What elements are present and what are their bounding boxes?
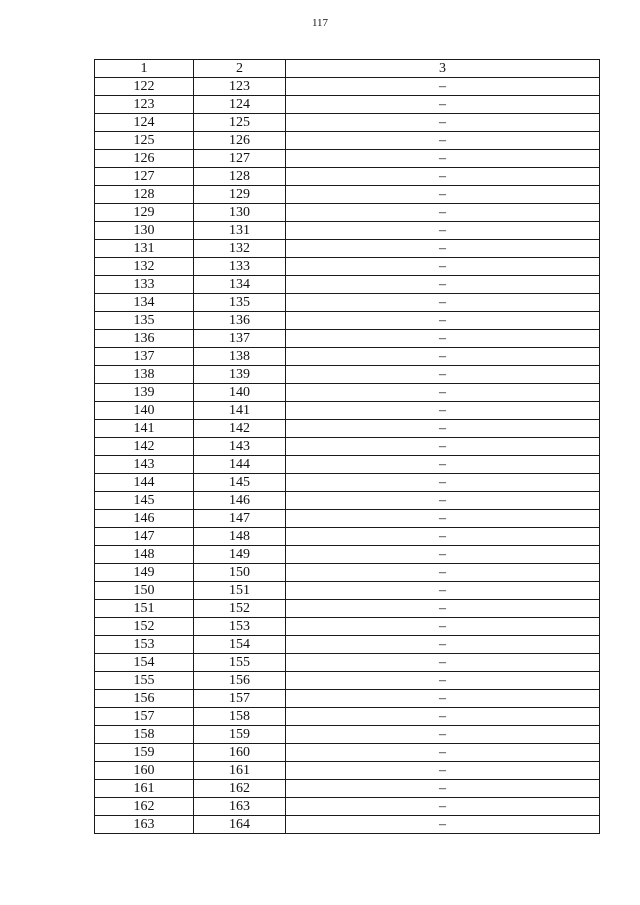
cell-col-2: 141 (194, 402, 286, 420)
cell-col-2: 149 (194, 546, 286, 564)
cell-col-1: 160 (95, 762, 194, 780)
cell-col-2: 134 (194, 276, 286, 294)
cell-col-1: 140 (95, 402, 194, 420)
cell-col-3: – (286, 708, 600, 726)
cell-col-2: 143 (194, 438, 286, 456)
cell-col-3: – (286, 654, 600, 672)
cell-col-3: – (286, 258, 600, 276)
table-row (95, 672, 600, 690)
table-row (95, 204, 600, 222)
cell-col-1: 163 (95, 816, 194, 834)
table-row (95, 582, 600, 600)
cell-col-1: 124 (95, 114, 194, 132)
table-row (95, 546, 600, 564)
table-row (95, 600, 600, 618)
cell-col-1: 155 (95, 672, 194, 690)
cell-col-1: 146 (95, 510, 194, 528)
cell-col-2: 151 (194, 582, 286, 600)
table-row (95, 780, 600, 798)
table-row (95, 798, 600, 816)
table-row (95, 258, 600, 276)
cell-col-1: 129 (95, 204, 194, 222)
cell-col-2: 164 (194, 816, 286, 834)
cell-col-2: 133 (194, 258, 286, 276)
cell-col-2: 127 (194, 150, 286, 168)
cell-col-3: – (286, 294, 600, 312)
data-table (94, 59, 600, 834)
page-number: 117 (311, 17, 329, 29)
cell-col-3: – (286, 726, 600, 744)
cell-col-1: 138 (95, 366, 194, 384)
table-row (95, 96, 600, 114)
cell-col-1: 157 (95, 708, 194, 726)
table-row (95, 474, 600, 492)
cell-col-3: – (286, 492, 600, 510)
cell-col-2: 130 (194, 204, 286, 222)
cell-col-1: 123 (95, 96, 194, 114)
cell-col-1: 135 (95, 312, 194, 330)
table-row (95, 78, 600, 96)
cell-col-1: 147 (95, 528, 194, 546)
cell-col-2: 155 (194, 654, 286, 672)
cell-col-1: 143 (95, 456, 194, 474)
cell-col-2: 160 (194, 744, 286, 762)
cell-col-2: 152 (194, 600, 286, 618)
cell-col-3: – (286, 222, 600, 240)
cell-col-1: 149 (95, 564, 194, 582)
cell-col-3: – (286, 114, 600, 132)
cell-col-2: 142 (194, 420, 286, 438)
table-row (95, 528, 600, 546)
table-row (95, 816, 600, 834)
table-row (95, 456, 600, 474)
cell-col-2: 123 (194, 78, 286, 96)
column-header-1: 1 (95, 60, 194, 78)
cell-col-1: 159 (95, 744, 194, 762)
cell-col-2: 139 (194, 366, 286, 384)
cell-col-1: 136 (95, 330, 194, 348)
cell-col-1: 131 (95, 240, 194, 258)
cell-col-3: – (286, 510, 600, 528)
cell-col-3: – (286, 366, 600, 384)
cell-col-3: – (286, 186, 600, 204)
cell-col-2: 148 (194, 528, 286, 546)
cell-col-1: 141 (95, 420, 194, 438)
table-row (95, 348, 600, 366)
cell-col-2: 128 (194, 168, 286, 186)
cell-col-1: 158 (95, 726, 194, 744)
table-row (95, 150, 600, 168)
cell-col-1: 150 (95, 582, 194, 600)
cell-col-3: – (286, 330, 600, 348)
cell-col-3: – (286, 168, 600, 186)
cell-col-1: 144 (95, 474, 194, 492)
table-row (95, 726, 600, 744)
cell-col-2: 126 (194, 132, 286, 150)
table-row (95, 330, 600, 348)
cell-col-1: 152 (95, 618, 194, 636)
table-row (95, 384, 600, 402)
cell-col-2: 163 (194, 798, 286, 816)
cell-col-3: – (286, 618, 600, 636)
cell-col-2: 157 (194, 690, 286, 708)
column-header-3: 3 (286, 60, 600, 78)
table-row (95, 366, 600, 384)
table-row (95, 510, 600, 528)
cell-col-3: – (286, 600, 600, 618)
cell-col-1: 128 (95, 186, 194, 204)
cell-col-3: – (286, 312, 600, 330)
cell-col-2: 137 (194, 330, 286, 348)
cell-col-2: 124 (194, 96, 286, 114)
cell-col-3: – (286, 420, 600, 438)
cell-col-1: 161 (95, 780, 194, 798)
cell-col-1: 162 (95, 798, 194, 816)
table-row (95, 744, 600, 762)
cell-col-2: 154 (194, 636, 286, 654)
table-row (95, 420, 600, 438)
cell-col-2: 129 (194, 186, 286, 204)
table-row (95, 618, 600, 636)
cell-col-3: – (286, 546, 600, 564)
cell-col-1: 127 (95, 168, 194, 186)
cell-col-2: 159 (194, 726, 286, 744)
cell-col-3: – (286, 690, 600, 708)
cell-col-3: – (286, 762, 600, 780)
cell-col-3: – (286, 384, 600, 402)
cell-col-1: 148 (95, 546, 194, 564)
table-row (95, 654, 600, 672)
cell-col-2: 125 (194, 114, 286, 132)
table-row (95, 708, 600, 726)
cell-col-1: 137 (95, 348, 194, 366)
table-row (95, 762, 600, 780)
cell-col-3: – (286, 402, 600, 420)
cell-col-1: 130 (95, 222, 194, 240)
cell-col-3: – (286, 348, 600, 366)
cell-col-3: – (286, 96, 600, 114)
cell-col-2: 135 (194, 294, 286, 312)
cell-col-1: 134 (95, 294, 194, 312)
table-row (95, 636, 600, 654)
cell-col-1: 126 (95, 150, 194, 168)
table-row (95, 492, 600, 510)
cell-col-3: – (286, 132, 600, 150)
table-row (95, 690, 600, 708)
table-body (95, 78, 600, 834)
cell-col-1: 122 (95, 78, 194, 96)
column-header-2: 2 (194, 60, 286, 78)
cell-col-3: – (286, 150, 600, 168)
cell-col-3: – (286, 438, 600, 456)
cell-col-2: 140 (194, 384, 286, 402)
table-row (95, 564, 600, 582)
cell-col-3: – (286, 240, 600, 258)
cell-col-1: 125 (95, 132, 194, 150)
cell-col-2: 144 (194, 456, 286, 474)
cell-col-1: 133 (95, 276, 194, 294)
cell-col-3: – (286, 528, 600, 546)
cell-col-3: – (286, 672, 600, 690)
cell-col-2: 162 (194, 780, 286, 798)
cell-col-2: 158 (194, 708, 286, 726)
cell-col-2: 147 (194, 510, 286, 528)
cell-col-3: – (286, 564, 600, 582)
cell-col-3: – (286, 744, 600, 762)
cell-col-1: 153 (95, 636, 194, 654)
cell-col-3: – (286, 582, 600, 600)
table-row (95, 114, 600, 132)
cell-col-1: 156 (95, 690, 194, 708)
cell-col-2: 161 (194, 762, 286, 780)
cell-col-2: 136 (194, 312, 286, 330)
cell-col-2: 153 (194, 618, 286, 636)
table-row (95, 168, 600, 186)
cell-col-1: 142 (95, 438, 194, 456)
cell-col-3: – (286, 78, 600, 96)
cell-col-3: – (286, 816, 600, 834)
cell-col-2: 146 (194, 492, 286, 510)
table-row (95, 240, 600, 258)
cell-col-3: – (286, 276, 600, 294)
table-row (95, 222, 600, 240)
cell-col-3: – (286, 780, 600, 798)
table-row (95, 132, 600, 150)
cell-col-2: 145 (194, 474, 286, 492)
cell-col-1: 132 (95, 258, 194, 276)
table-row (95, 438, 600, 456)
cell-col-2: 131 (194, 222, 286, 240)
table-header-row (95, 60, 600, 78)
cell-col-1: 151 (95, 600, 194, 618)
cell-col-2: 150 (194, 564, 286, 582)
table-row (95, 186, 600, 204)
cell-col-1: 154 (95, 654, 194, 672)
cell-col-2: 138 (194, 348, 286, 366)
cell-col-3: – (286, 636, 600, 654)
table-row (95, 276, 600, 294)
cell-col-3: – (286, 474, 600, 492)
cell-col-1: 139 (95, 384, 194, 402)
cell-col-3: – (286, 798, 600, 816)
cell-col-3: – (286, 204, 600, 222)
table-row (95, 312, 600, 330)
table-row (95, 294, 600, 312)
table-row (95, 402, 600, 420)
cell-col-2: 132 (194, 240, 286, 258)
cell-col-3: – (286, 456, 600, 474)
cell-col-2: 156 (194, 672, 286, 690)
cell-col-1: 145 (95, 492, 194, 510)
